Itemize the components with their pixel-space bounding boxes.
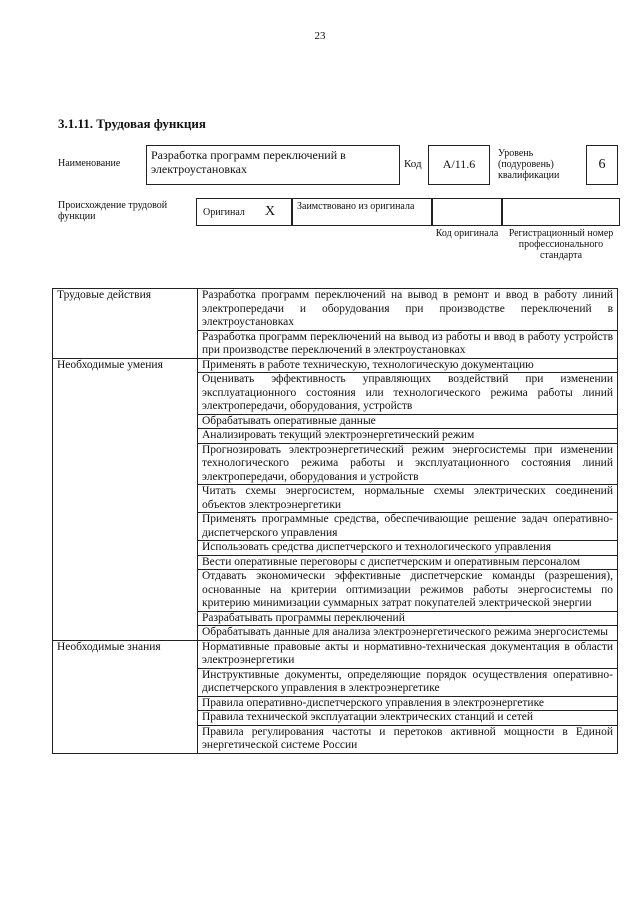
code-original-box — [432, 198, 502, 226]
reg-number-label: Регистрационный номер профессионального стандарта — [508, 228, 614, 261]
category-cell: Необходимые знания — [53, 640, 198, 753]
description-cell: Применять в работе техническую, технологическую документацию — [198, 358, 618, 373]
description-cell: Отдавать экономически эффективные диспетчерские команды (разрешения), основанные на критерии оптимизации режимов работы энергосистемы по критерию минимизации суммарных затрат покупателей электрической энергии — [198, 570, 618, 612]
description-cell: Применять программные средства, обеспечивающие решение задач оперативно-диспетчерского управления — [198, 513, 618, 541]
function-name-box: Разработка программ переключений в электроустановках — [146, 145, 400, 185]
description-cell: Читать схемы энергосистем, нормальные схемы электрических соединений объектов электроэнергетики — [198, 485, 618, 513]
function-code-box: A/11.6 — [428, 145, 490, 185]
description-cell: Правила оперативно-диспетчерского управления в электроэнергетике — [198, 696, 618, 711]
description-cell: Правила регулирования частоты и перетоков активной мощности в Единой энергетической системе России — [198, 725, 618, 753]
description-cell: Вести оперативные переговоры с диспетчерским и оперативным персоналом — [198, 555, 618, 570]
description-cell: Прогнозировать электроэнергетический режим энергосистемы при изменении технологического режима работы и эксплуатационного состояния линий электропередачи, оборудования и устройств — [198, 443, 618, 485]
qualification-level-box: 6 — [586, 145, 618, 185]
category-cell: Необходимые умения — [53, 358, 198, 640]
function-details-table — [52, 288, 618, 754]
description-cell: Разрабатывать программы переключений — [198, 611, 618, 626]
name-label: Наименование — [58, 158, 121, 169]
category-cell: Трудовые действия — [53, 289, 198, 359]
original-mark: X — [265, 204, 276, 219]
original-box — [196, 198, 292, 226]
description-cell: Использовать средства диспетчерского и технологического управления — [198, 541, 618, 556]
description-cell: Разработка программ переключений на вывод из работы и ввод в работу устройств при производстве переключений в электроустановках — [198, 330, 618, 358]
description-cell: Анализировать текущий электроэнергетический режим — [198, 429, 618, 444]
table-row — [53, 289, 618, 331]
section-title: 3.1.11. Трудовая функция — [58, 116, 206, 131]
table-row — [53, 640, 618, 668]
original-label: Оригинал — [203, 207, 245, 218]
page-number: 23 — [314, 30, 326, 42]
description-cell: Правила технической эксплуатации электрических станций и сетей — [198, 711, 618, 726]
origin-label: Происхождение трудовой функции — [58, 200, 168, 222]
description-cell: Разработка программ переключений на вывод в ремонт и ввод в работу линий электропередачи и оборудования при производстве переключений в электроустановках — [198, 289, 618, 331]
description-cell: Оценивать эффективность управляющих воздействий при изменении эксплуатационного состояния или технологического режима работы линий электропередачи, оборудования, устройств — [198, 373, 618, 415]
borrowed-box: Заимствовано из оригинала — [292, 198, 432, 226]
code-label: Код — [404, 158, 422, 170]
description-cell: Обрабатывать данные для анализа электроэнергетического режима энергосистемы — [198, 626, 618, 641]
code-original-label: Код оригинала — [435, 228, 499, 239]
description-cell: Нормативные правовые акты и нормативно-техническая документация в области электроэнергетики — [198, 640, 618, 668]
description-cell: Инструктивные документы, определяющие порядок осуществления оперативно-диспетчерского управления в электроэнергетике — [198, 668, 618, 696]
description-cell: Обрабатывать оперативные данные — [198, 414, 618, 429]
level-label: Уровень (подуровень) квалификации — [498, 148, 560, 181]
reg-number-box — [502, 198, 620, 226]
table-row — [53, 358, 618, 373]
